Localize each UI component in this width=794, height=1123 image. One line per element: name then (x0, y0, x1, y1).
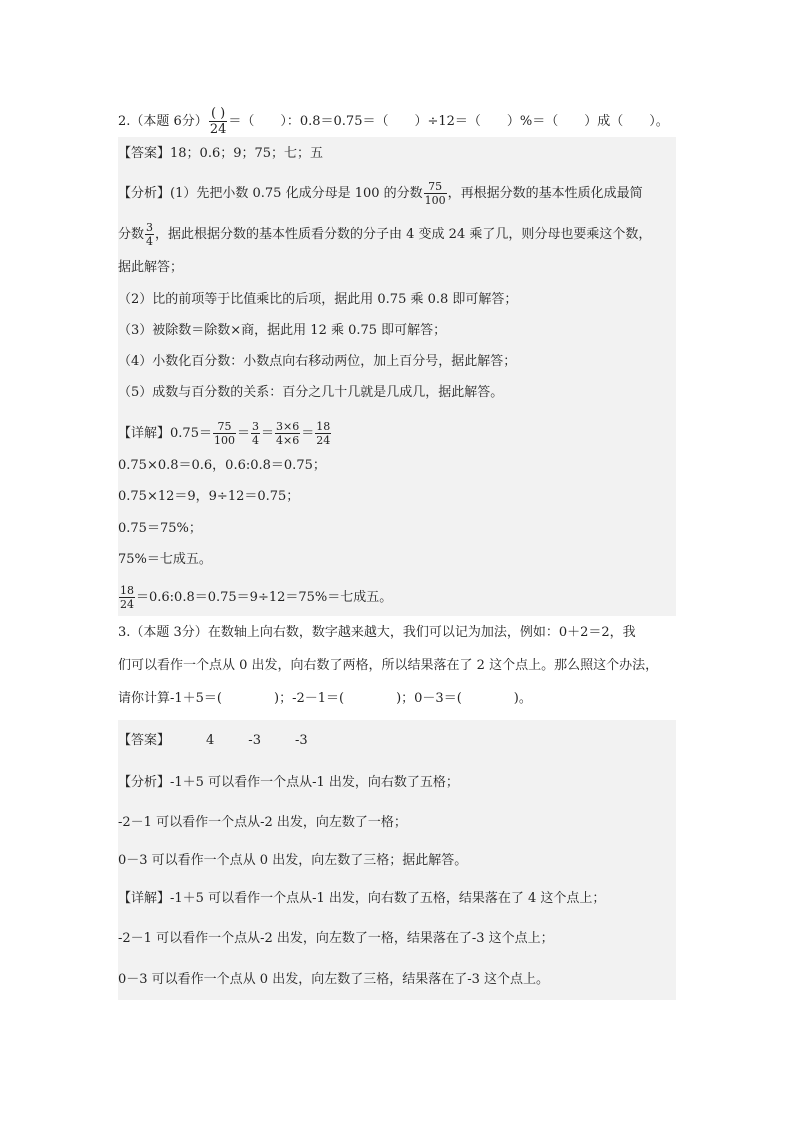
q2-analysis-line-1 (118, 180, 643, 207)
q2-analysis-line-2 (118, 221, 651, 248)
q2-blank-fraction (209, 106, 228, 137)
q2-stem (118, 106, 669, 137)
q3-number: 3. (118, 625, 131, 640)
detail-text: 0.75×0.8＝0.6，0.6:0.8＝0.75； (118, 458, 326, 473)
q2-detail-line-6 (118, 584, 392, 611)
detail-label: 【详解】 (118, 426, 171, 441)
q3-analysis-line-2 (118, 813, 407, 833)
fraction-numerator: 3 (251, 420, 259, 433)
equals-sign: ＝ (236, 426, 250, 441)
answer-value: -3 (248, 733, 261, 748)
q3-detail-line-3 (118, 970, 549, 990)
q3-stem-line-1 (118, 623, 636, 643)
analysis-label: 【分析】 (118, 775, 171, 790)
q3-meta: （本题 3分） (130, 625, 208, 640)
analysis-label: 【分析】 (118, 186, 171, 201)
analysis-text: （2）比的前项等于比值乘比的后项，据此用 0.75 乘 0.8 即可解答； (118, 292, 518, 307)
q2-detail-line-4 (118, 519, 202, 539)
fraction-numerator: 3×6 (276, 420, 300, 433)
q2-analysis-line-6 (118, 352, 516, 372)
analysis-text: （4）小数化百分数：小数点向右移动两位，加上百分号，据此解答； (118, 354, 517, 369)
equals-sign: ＝ (301, 426, 315, 441)
fraction-75-100 (424, 180, 447, 207)
analysis-text: ，据此根据分数的基本性质看分数的分子由 4 变成 24 乘了几，则分母也要乘这个数， (155, 227, 652, 242)
fraction-18-24 (119, 584, 135, 611)
analysis-text: 分数 (118, 227, 145, 242)
fraction-denominator: 4 (146, 235, 154, 248)
fraction-3-4 (145, 221, 154, 248)
fraction-numerator: 18 (120, 584, 134, 597)
answer-value: 4 (206, 733, 215, 748)
q2-answer (118, 144, 323, 164)
fraction-75-100 (213, 420, 236, 447)
q3-detail-line-2 (118, 929, 554, 949)
fraction-denominator: 100 (424, 194, 446, 207)
q2-solution-block (118, 137, 676, 616)
q2-analysis-line-4 (118, 290, 517, 310)
fraction-numerator: ( ) (209, 106, 228, 122)
answer-label: 【答案】 (118, 146, 171, 161)
q2-detail-line-3 (118, 487, 299, 507)
fraction-18-24 (315, 420, 331, 447)
fraction-denominator: 4 (251, 434, 259, 447)
equals-sign: ＝ (260, 426, 274, 441)
fraction-3x6-4x6 (275, 420, 300, 447)
q2-meta: （本题 6分） (130, 114, 208, 129)
fraction-numerator: 18 (316, 420, 331, 433)
analysis-text: （3）被除数＝除数×商，据此用 12 乘 0.75 即可解答； (118, 323, 447, 338)
fraction-denominator: 24 (120, 598, 134, 611)
answer-text: 18；0.6；9；75；七；五 (170, 146, 324, 161)
detail-text: 0.75＝ (170, 426, 212, 441)
detail-text: ＝0.6:0.8＝0.75＝9÷12＝75%＝七成五。 (136, 590, 393, 605)
fraction-denominator: 4×6 (276, 434, 300, 447)
q3-answer (118, 731, 308, 751)
detail-text: 0.75×12＝9，9÷12＝0.75； (118, 489, 300, 504)
analysis-text: 据此解答； (118, 260, 184, 275)
fraction-denominator: 24 (316, 434, 331, 447)
analysis-text: （5）成数与百分数的关系：百分之几十几就是几成几，据此解答。 (118, 385, 504, 400)
detail-text: -1＋5 可以看作一个点从-1 出发，向右数了五格，结果落在了 4 这个点上； (170, 891, 606, 906)
answer-value: -3 (294, 733, 308, 748)
analysis-text: (1）先把小数 0.75 化成分母是 100 的分数 (170, 186, 423, 201)
q2-analysis-line-3 (118, 258, 183, 278)
q3-stem-line-3 (118, 689, 532, 709)
detail-text: 75%＝七成五。 (118, 552, 212, 567)
q2-stem-rest: ＝（ ）：0.8＝0.75＝（ ）÷12＝（ ）%＝（ ）成（ ）。 (228, 114, 669, 129)
q3-analysis-line-3 (118, 851, 467, 871)
stem-text: 们可以看作一个点从 0 出发，向右数了两格，所以结果落在了 2 这个点上。那么照这个办法， (118, 658, 659, 673)
analysis-text: 0－3 可以看作一个点从 0 出发，向左数了三格；据此解答。 (118, 853, 468, 868)
detail-label: 【详解】 (118, 891, 171, 906)
q3-detail-line-1 (118, 889, 605, 909)
answer-label: 【答案】 (118, 733, 171, 748)
q2-analysis-line-7 (118, 383, 503, 403)
fraction-3-4 (251, 420, 260, 447)
fraction-denominator: 24 (209, 122, 227, 137)
analysis-text: -2－1 可以看作一个点从-2 出发，向左数了一格； (118, 815, 407, 830)
q3-analysis-line-1 (118, 773, 459, 793)
q3-stem-line-2 (118, 656, 658, 676)
q2-number: 2. (118, 114, 131, 129)
fraction-numerator: 75 (213, 420, 236, 434)
analysis-text: -1＋5 可以看作一个点从-1 出发，向右数了五格； (170, 775, 459, 790)
q2-detail-line-1 (118, 420, 332, 447)
q2-detail-line-5 (118, 550, 212, 570)
stem-text: 在数轴上向右数，数字越来越大，我们可以记为加法，例如：0＋2＝2，我 (207, 625, 636, 640)
detail-text: -2－1 可以看作一个点从-2 出发，向左数了一格，结果落在了-3 这个点上； (118, 931, 554, 946)
fraction-numerator: 3 (146, 221, 154, 234)
detail-text: 0－3 可以看作一个点从 0 出发，向左数了三格，结果落在了-3 这个点上。 (118, 972, 550, 987)
q2-analysis-line-5 (118, 321, 446, 341)
detail-text: 0.75＝75%； (118, 521, 202, 536)
analysis-text: ，再根据分数的基本性质化成最简 (447, 186, 643, 201)
q2-detail-line-2 (118, 456, 326, 476)
fraction-numerator: 75 (424, 180, 447, 194)
stem-text: 请你计算-1＋5＝( )；-2－1＝( )；0－3＝( )。 (118, 691, 532, 706)
fraction-denominator: 100 (213, 434, 235, 447)
